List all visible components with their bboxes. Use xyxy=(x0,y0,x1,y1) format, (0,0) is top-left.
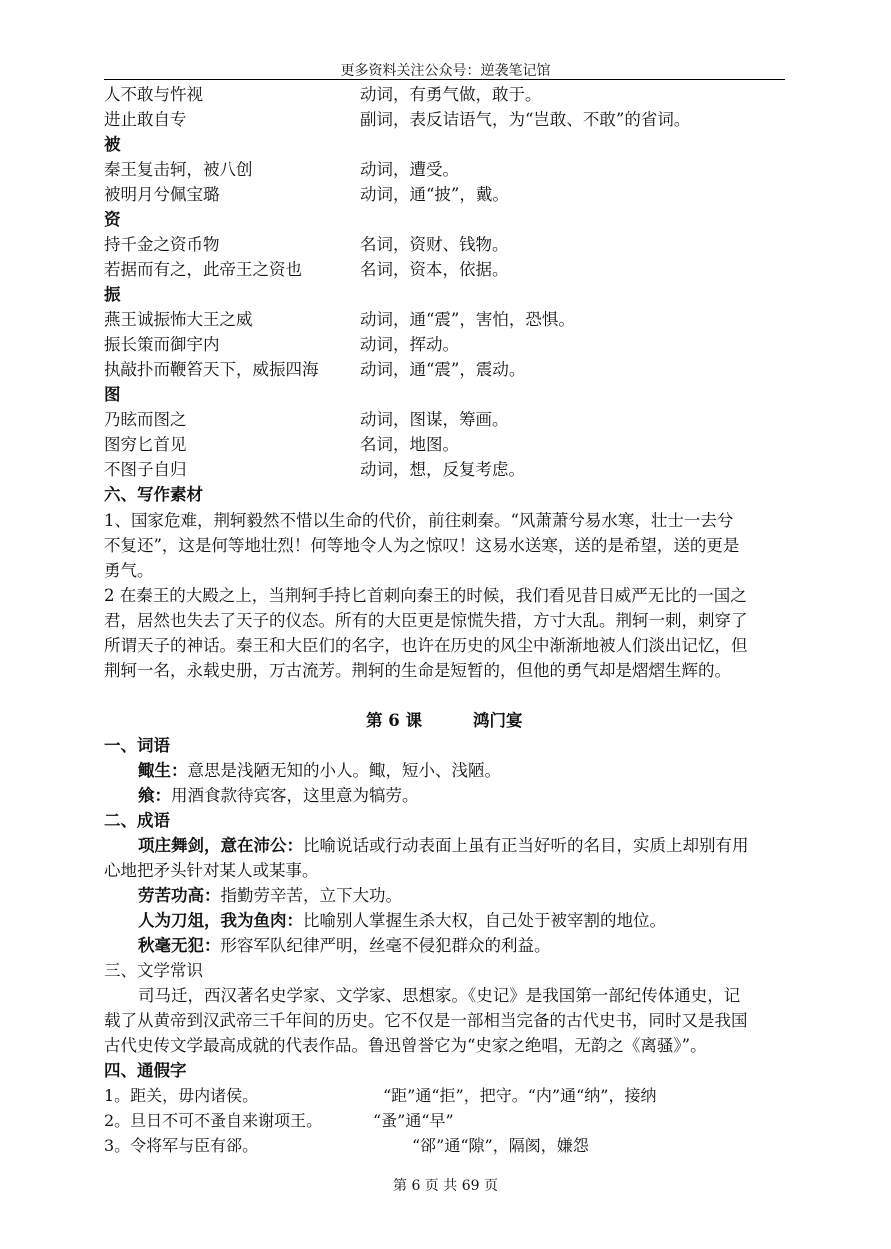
writing-paragraph-1 xyxy=(104,508,786,583)
vocab-example: 燕王诚振怖大王之威 xyxy=(104,310,253,329)
lesson-title: 鸿门宴 xyxy=(473,711,523,730)
vocab-example: 图穷匕首见 xyxy=(104,435,187,454)
wenxue-line: 古代史传文学最高成就的代表作品。鲁迅曾誉它为“史家之绝唱，无韵之《离骚》”。 xyxy=(104,1036,707,1055)
chengyu-definition: 指勤劳辛苦，立下大功。 xyxy=(220,886,402,905)
vocab-heading: 资 xyxy=(104,210,121,229)
paragraph-line: 1、国家危难，荆轲毅然不惜以生命的代价，前往刺秦。“风萧萧兮易水寒，壮士一去兮 xyxy=(104,511,734,530)
chengyu-item xyxy=(138,908,666,934)
paragraph-line: 不复还”，这是何等地壮烈！何等地令人为之惊叹！这易水送寒，送的是希望，送的更是 xyxy=(104,536,740,555)
tongjia-sentence: 1。距关，毋内诸侯。 xyxy=(104,1086,259,1105)
paragraph-line: 所谓天子的神话。秦王和大臣们的名字，也许在历史的风尘中渐渐地被人们淡出记忆，但 xyxy=(104,636,748,655)
vocab-meaning: 动词，通“震”，震动。 xyxy=(360,360,526,379)
paragraph-line: 2 在秦王的大殿之上，当荆轲手持匕首刺向秦王的时候，我们看见昔日威严无比的一国之 xyxy=(104,586,747,605)
lesson-number: 第 6 课 xyxy=(366,711,422,730)
chengyu-term: 秋毫无犯： xyxy=(138,936,221,955)
vocab-example: 人不敢与忤视 xyxy=(104,85,203,104)
vocab-example: 振长策而御宇内 xyxy=(104,335,220,354)
vocab-meaning: 动词，挥动。 xyxy=(360,335,459,354)
vocab-example: 不图子自归 xyxy=(104,460,187,479)
tongjia-sentence: 2。旦日不可不蚤自来谢项王。 xyxy=(104,1111,323,1130)
ciyu-item xyxy=(138,758,501,784)
chengyu-definition: 比喻别人掌握生杀大权，自己处于被宰割的地位。 xyxy=(303,911,666,930)
vocab-example: 秦王复击轲，被八创 xyxy=(104,160,253,179)
ciyu-definition: 用酒食款待宾客，这里意为犒劳。 xyxy=(171,786,419,805)
tongjia-note: “郤”通“隙”，隔阂，嫌怨 xyxy=(412,1136,589,1155)
vocab-example: 乃眩而图之 xyxy=(104,410,187,429)
vocab-heading: 被 xyxy=(104,135,121,154)
tongjia-note: “蚤”通“早” xyxy=(373,1111,454,1130)
vocab-example: 被明月兮佩宝璐 xyxy=(104,185,220,204)
tongjia-note: “距”通“拒”，把守。“内”通“纳”，接纳 xyxy=(383,1086,657,1105)
vocab-meaning: 动词，通“震”，害怕，恐惧。 xyxy=(360,310,575,329)
section-heading-wenxue: 三、文学常识 xyxy=(104,961,203,980)
section-heading-tongjia: 四、通假字 xyxy=(104,1061,187,1080)
section-heading-chengyu: 二、成语 xyxy=(104,811,170,830)
chengyu-definition-cont: 心地把矛头针对某人或某事。 xyxy=(104,861,319,880)
section-heading-writing: 六、写作素材 xyxy=(104,485,203,504)
vocab-meaning: 名词，资财、钱物。 xyxy=(360,235,509,254)
vocab-meaning: 动词，想，反复考虑。 xyxy=(360,460,525,479)
vocab-example: 执敲扑而鞭笞天下，威振四海 xyxy=(104,360,319,379)
chengyu-definition: 比喻说话或行动表面上虽有正当好听的名目，实质上却别有用 xyxy=(303,836,749,855)
chengyu-item xyxy=(138,883,402,909)
chengyu-definition: 形容军队纪律严明，丝毫不侵犯群众的利益。 xyxy=(220,936,551,955)
chengyu-item xyxy=(138,833,749,859)
section-heading-ciyu: 一、词语 xyxy=(104,736,170,755)
wenxue-line: 司马迁，西汉著名史学家、文学家、思想家。《史记》是我国第一部纪传体通史，记 xyxy=(138,986,741,1005)
vocab-meaning: 名词，资本，依据。 xyxy=(360,260,509,279)
vocab-meaning: 名词，地图。 xyxy=(360,435,459,454)
vocab-meaning: 动词，遭受。 xyxy=(360,160,459,179)
vocab-heading: 振 xyxy=(104,285,121,304)
vocab-example: 持千金之资币物 xyxy=(104,235,220,254)
vocab-example: 若据而有之，此帝王之资也 xyxy=(104,260,302,279)
vocab-meaning: 副词，表反诘语气，为“岂敢、不敢”的省词。 xyxy=(360,110,691,129)
ciyu-term: 鲰生： xyxy=(138,761,188,780)
paragraph-line: 君，居然也失去了天子的仪态。所有的大臣更是惊慌失措，方寸大乱。荆轲一刺，刺穿了 xyxy=(104,611,748,630)
page-footer: 第 6 页 共 69 页 xyxy=(393,1178,498,1194)
wenxue-line: 载了从黄帝到汉武帝三千年间的历史。它不仅是一部相当完备的古代史书，同时又是我国 xyxy=(104,1011,748,1030)
ciyu-definition: 意思是浅陋无知的小人。鲰，短小、浅陋。 xyxy=(187,761,501,780)
paragraph-line: 勇气。 xyxy=(104,561,154,580)
writing-paragraph-2 xyxy=(104,583,786,683)
chengyu-term: 劳苦功高： xyxy=(138,886,221,905)
ciyu-item xyxy=(138,783,419,809)
paragraph-line: 荆轲一名，永载史册，万古流芳。荆轲的生命是短暂的，但他的勇气却是熠熠生辉的。 xyxy=(104,661,731,680)
ciyu-term: 飨： xyxy=(138,786,171,805)
vocab-meaning: 动词，有勇气做，敢于。 xyxy=(360,85,542,104)
vocab-meaning: 动词，通“披”，戴。 xyxy=(360,185,509,204)
vocab-example: 进止敢自专 xyxy=(104,110,187,129)
chengyu-item xyxy=(138,933,551,959)
vocab-meaning: 动词，图谋，筹画。 xyxy=(360,410,509,429)
chengyu-term: 项庄舞剑，意在沛公： xyxy=(138,836,303,855)
tongjia-sentence: 3。令将军与臣有郤。 xyxy=(104,1136,259,1155)
vocab-heading: 图 xyxy=(104,385,121,404)
page-header: 更多资料关注公众号：逆袭笔记馆 xyxy=(340,63,551,79)
chengyu-term: 人为刀俎，我为鱼肉： xyxy=(138,911,303,930)
header-rule xyxy=(104,79,785,80)
